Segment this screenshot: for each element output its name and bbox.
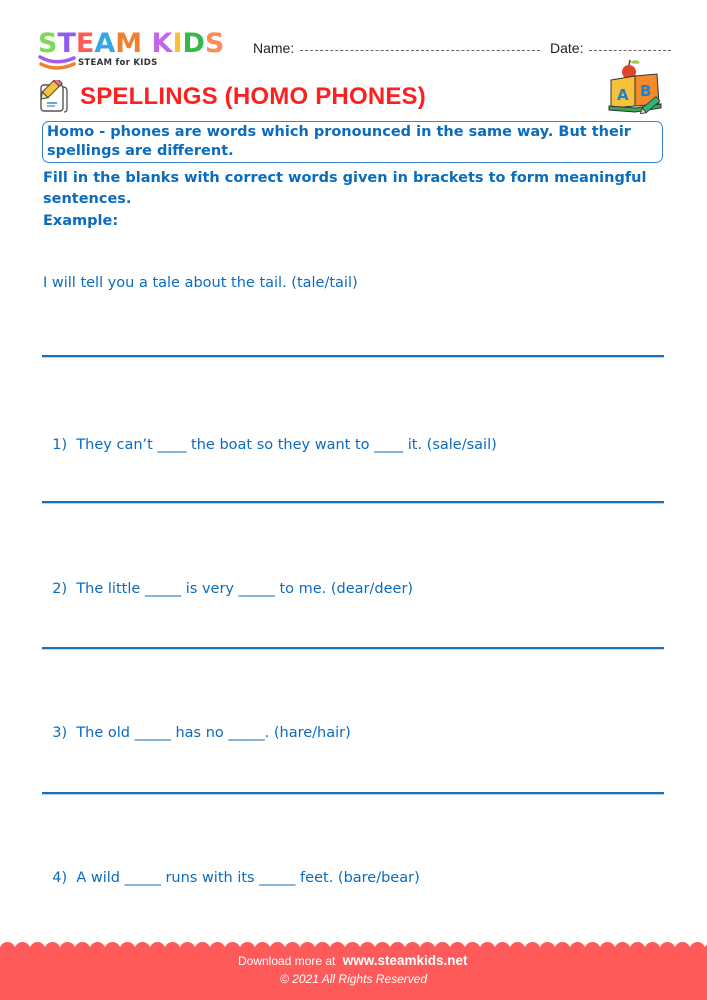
- example-sentence: I will tell you a tale about the tail. (tale/tail): [43, 275, 358, 291]
- question-text: The little _____ is very _____ to me. (dear/deer): [76, 581, 414, 597]
- logo-letter: S: [38, 28, 58, 59]
- worksheet-title: SPELLINGS (HOMO PHONES): [80, 83, 426, 110]
- question-2: [43, 565, 413, 597]
- logo-letter: E: [75, 28, 95, 59]
- svg-text:A: A: [617, 86, 629, 104]
- steam-kids-logo: [38, 30, 238, 75]
- question-text: The old _____ has no _____. (hare/hair): [76, 725, 351, 741]
- logo-swoosh-icon: [38, 54, 78, 72]
- question-text: They can’t ____ the boat so they want to ____ it. (sale/sail): [76, 437, 497, 453]
- svg-text:B: B: [640, 82, 652, 100]
- logo-letter: D: [182, 28, 205, 59]
- footer-url-link[interactable]: www.steamkids.net: [342, 953, 468, 968]
- abc-book-icon: [607, 58, 665, 116]
- question-1: [43, 421, 497, 453]
- definition-box: [42, 121, 663, 163]
- answer-line-1[interactable]: [42, 501, 664, 503]
- logo-wordmark: [38, 30, 224, 57]
- question-number: 1): [52, 437, 68, 453]
- logo-letter: S: [204, 28, 225, 59]
- logo-letter: I: [172, 28, 183, 59]
- logo-letter: [142, 30, 151, 57]
- name-field[interactable]: [253, 40, 540, 56]
- date-field[interactable]: [550, 40, 671, 56]
- name-blank[interactable]: [300, 49, 540, 51]
- question-3: [43, 709, 351, 741]
- pencil-paper-icon: [36, 80, 70, 114]
- logo-letter: K: [151, 28, 173, 59]
- footer-download-prefix: Download more at: [238, 954, 336, 968]
- logo-tagline: STEAM for KIDS: [78, 58, 158, 68]
- date-label: Date:: [550, 40, 584, 56]
- logo-letter: A: [94, 28, 116, 59]
- date-blank[interactable]: [589, 49, 671, 51]
- question-number: 2): [52, 581, 68, 597]
- logo-letter: T: [57, 28, 76, 59]
- name-label: Name:: [253, 40, 295, 56]
- worksheet-title-row: [36, 80, 426, 114]
- answer-line-3[interactable]: [42, 792, 664, 794]
- answer-line-example[interactable]: [42, 355, 664, 357]
- footer-copyright: © 2021 All Rights Reserved: [280, 972, 428, 986]
- definition-text: Homo - phones are words which pronounced in the same way. But their spellings are different.: [47, 124, 631, 159]
- question-4: [43, 854, 420, 886]
- example-label: Example:: [43, 213, 119, 229]
- question-number: 3): [52, 725, 68, 741]
- answer-line-2[interactable]: [42, 647, 664, 649]
- question-text: A wild _____ runs with its _____ feet. (bare/bear): [76, 870, 420, 886]
- footer-download: [238, 953, 468, 968]
- question-number: 4): [52, 870, 68, 886]
- instructions: Fill in the blanks with correct words given in brackets to form meaningful sentences.: [43, 170, 647, 207]
- logo-letter: M: [115, 28, 143, 59]
